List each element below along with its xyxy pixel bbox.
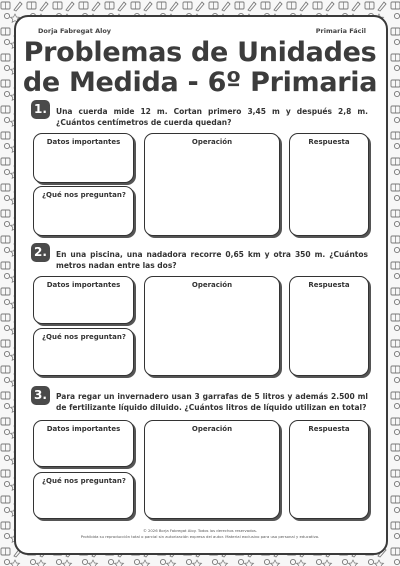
problem-3-respuesta-box[interactable] — [289, 420, 369, 519]
datos-label: Datos importantes — [46, 138, 121, 146]
problem-3-number: 3. — [31, 386, 50, 405]
rights-notice: Prohibida su reproducción total o parcial sin autorización expresa del autor. Material exclusivo para uso personal y educativo. — [80, 534, 320, 539]
datos-label: Datos importantes — [46, 425, 121, 433]
problem-2-text: En una piscina, una nadadora recorre 0,65 km y otra 350 m. ¿Cuántos metros nadan entre las dos? — [56, 250, 368, 270]
respuesta-label: Respuesta — [308, 281, 350, 289]
problem-2-pregunta-box[interactable] — [33, 328, 134, 376]
problem-2-operacion-box[interactable] — [144, 276, 280, 376]
problem-1-datos-box[interactable] — [33, 133, 134, 183]
problem-1-respuesta-box[interactable] — [289, 133, 369, 236]
problem-3-datos-box[interactable] — [33, 420, 134, 467]
copyright-line: © 2026 Borja Fabregat Aloy. Todos los derechos reservados. — [142, 528, 258, 533]
problem-1-text: Una cuerda mide 12 m. Cortan primero 3,45 m y después 2,8 m. ¿Cuántos centímetros de cuerda quedan? — [56, 107, 368, 127]
problem-3-operacion-box[interactable] — [144, 420, 280, 519]
page-title — [0, 38, 400, 98]
problem-3-text: Para regar un invernadero usan 3 garrafas de 5 litros y además 2.500 ml de fertilizante líquido diluido. ¿Cuántos litros de líquido utilizan en total? — [56, 392, 368, 412]
problem-2-number: 2. — [31, 243, 50, 262]
pregunta-label: ¿Qué nos preguntan? — [42, 333, 126, 341]
title-line-2: de Medida - 6º Primaria — [22, 67, 378, 98]
operacion-label: Operación — [191, 281, 233, 289]
operacion-label: Operación — [191, 425, 233, 433]
problem-1-operacion-box[interactable] — [144, 133, 280, 236]
datos-label: Datos importantes — [46, 281, 121, 289]
pregunta-label: ¿Qué nos preguntan? — [42, 477, 126, 485]
operacion-label: Operación — [191, 138, 233, 146]
author-name: Dorja Fabregat Aloy — [38, 27, 112, 35]
problem-2-datos-box[interactable] — [33, 276, 134, 324]
problem-1-number: 1. — [31, 100, 50, 119]
brand-name: Primaria Fácil — [315, 27, 366, 35]
respuesta-label: Respuesta — [308, 425, 350, 433]
problem-1-pregunta-box[interactable] — [33, 186, 134, 236]
problem-2-respuesta-box[interactable] — [289, 276, 369, 376]
problem-3-pregunta-box[interactable] — [33, 472, 134, 519]
respuesta-label: Respuesta — [308, 138, 350, 146]
title-line-1: Problemas de Unidades — [23, 37, 377, 68]
pregunta-label: ¿Qué nos preguntan? — [42, 191, 126, 199]
